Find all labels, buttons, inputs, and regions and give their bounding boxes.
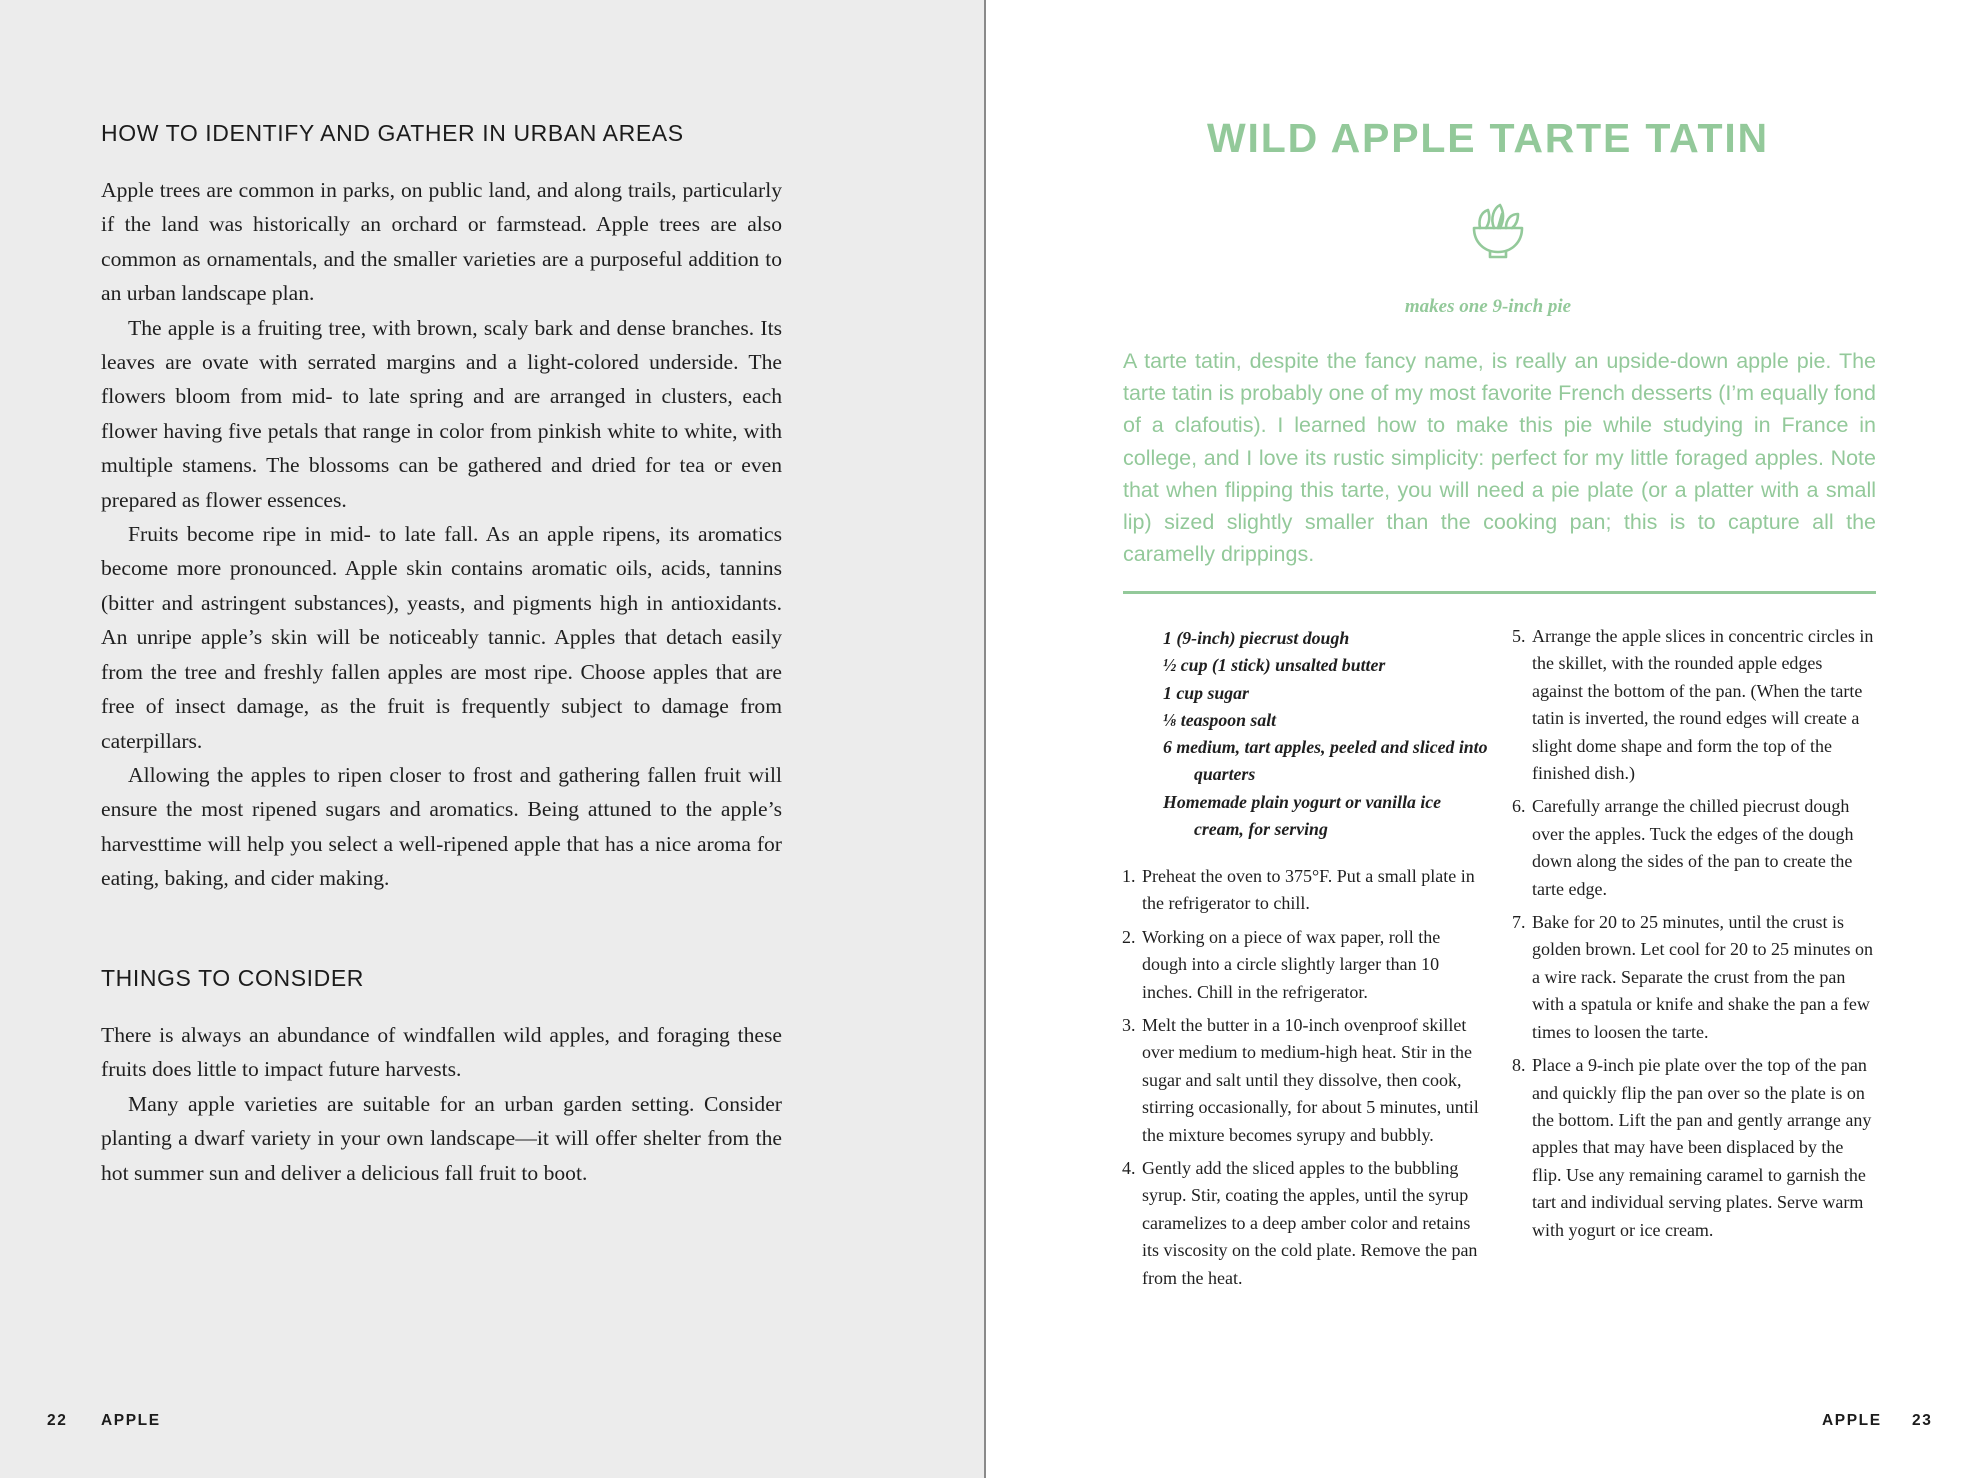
divider-rule [1123, 591, 1876, 594]
recipe-title: WILD APPLE TARTE TATIN [1207, 115, 1769, 161]
paragraph: Allowing the apples to ripen closer to frost and gathering fallen fruit will ensure the most ripened sugars and aromatics. Being attuned to the apple’s harvesttime will help you select a well-ripened apple that has a nice aroma for eating, baking, and cider making. [101, 762, 782, 891]
step-item [1122, 1012, 1484, 1149]
step-number: 2. [1122, 926, 1136, 947]
step-text: Carefully arrange the chilled piecrust dough over the apples. Tuck the edges of the dough down along the sides of the pan to create the tarte edge. [1532, 796, 1854, 899]
steps-column-right [1512, 623, 1876, 1250]
paragraph: There is always an abundance of windfallen wild apples, and foraging these fruits does little to impact future harvests. [101, 1023, 782, 1082]
step-number: 1. [1122, 866, 1136, 886]
step-item [1122, 863, 1484, 918]
step-text: Bake for 20 to 25 minutes, until the crust is golden brown. Let cool for 20 to 25 minutes on a wire rack. Separate the crust from the pan with a spatula or knife and shake the pan a few times to loosen the tarte. [1532, 912, 1873, 1042]
section-heading-consider: THINGS TO CONSIDER [101, 965, 364, 991]
step-number: 4. [1122, 1158, 1136, 1179]
section-heading-identify: HOW TO IDENTIFY AND GATHER IN URBAN AREAS [101, 120, 684, 146]
step-text: Gently add the sliced apples to the bubbling syrup. Stir, coating the apples, until the syrup caramelizes to a deep amber color and retains its viscosity on the cold plate. Remove the pan from the heat. [1142, 1158, 1478, 1288]
page-number-left: 22 [47, 1412, 68, 1429]
running-footer-left: APPLE [101, 1412, 161, 1429]
step-text: Arrange the apple slices in concentric circles in the skillet, with the rounded apple edges against the bottom of the pan. (When the tarte tatin is inverted, the round edges will create a slight dome shape and form the top of the finished dish.) [1532, 626, 1874, 784]
step-text: Place a 9-inch pie plate over the top of the pan and quickly flip the pan over so the plate is on the bottom. Lift the pan and gently arrange any apples that may have been displaced by the flip. Use any remaining caramel to garnish the tart and individual serving plates. Serve warm with yogurt or ice cream. [1532, 1055, 1872, 1240]
page-number-right: 23 [1912, 1412, 1933, 1429]
step-item [1512, 623, 1876, 787]
step-item [1512, 1052, 1876, 1244]
step-number: 5. [1512, 626, 1526, 646]
steps-column-left [1122, 863, 1484, 1298]
step-item [1122, 924, 1484, 1006]
ingredient-item: 1 cup sugar [1163, 682, 1249, 703]
step-text: Melt the butter in a 10-inch ovenproof skillet over medium to medium-high heat. Stir in the sugar and salt until they dissolve, then cook, stirring occasionally, for about 5 minutes, until the mixture becomes syrupy and bubbly. [1142, 1015, 1479, 1145]
step-number: 7. [1512, 912, 1526, 933]
step-item [1512, 909, 1876, 1046]
recipe-yield: makes one 9-inch pie [1404, 296, 1572, 317]
step-text: Preheat the oven to 375°F. Put a small plate in the refrigerator to chill. [1142, 866, 1475, 914]
step-number: 3. [1122, 1015, 1136, 1036]
recipe-intro: A tarte tatin, despite the fancy name, is really an upside-down apple pie. The tarte tatin is probably one of my most favorite French desserts (I’m equally fond of a clafoutis). I learned how to make this pie while studying in France in college, and I love its rustic simplicity: perfect for my little foraged apples. Note that when flipping this tarte, you will need a pie plate (or a platter with a small lip) sized slightly smaller than the cooking pan; this is to capture all the caramelly drippings. [1123, 349, 1876, 567]
section-body-identify [101, 173, 782, 896]
paragraph: Many apple varieties are suitable for an urban garden setting. Consider planting a dwarf variety in your own landscape—it will offer shelter from the hot summer sun and deliver a delicious fall fruit to boot. [101, 1091, 782, 1185]
ingredient-item: ½ cup (1 stick) unsalted butter [1163, 655, 1386, 676]
step-text: Working on a piece of wax paper, roll the dough into a circle slightly larger than 10 inches. Chill in the refrigerator. [1142, 926, 1441, 1002]
paragraph: The apple is a fruiting tree, with brown, scaly bark and dense branches. Its leaves are ovate with serrated margins and a light-colored underside. The flowers bloom from mid- to late spring and are arranged in clusters, each flower having five petals that range in color from pinkish white to white, with multiple stamens. The blossoms can be gathered and dried for tea or even prepared as flower essences. [101, 315, 782, 512]
salad-bowl-icon [1470, 202, 1526, 260]
ingredient-item: Homemade plain yogurt or vanilla ice cream, for serving [1163, 791, 1442, 840]
ingredient-item: ⅛ teaspoon salt [1163, 709, 1277, 730]
step-item [1122, 1155, 1484, 1292]
paragraph: Apple trees are common in parks, on public land, and along trails, particularly if the land was historically an orchard or farmstead. Apple trees are also common as ornamentals, and the smaller varieties are a purposeful addition to an urban landscape plan. [101, 178, 782, 306]
running-footer-right: APPLE [1822, 1412, 1882, 1429]
step-number: 8. [1512, 1055, 1526, 1076]
ingredient-item: 6 medium, tart apples, peeled and sliced into quarters [1163, 737, 1488, 785]
paragraph: Fruits become ripe in mid- to late fall. As an apple ripens, its aromatics become more pronounced. Apple skin contains aromatic oils, acids, tannins (bitter and astringent substances), yeasts, and pigments high in antioxidants. An unripe apple’s skin will be noticeably tannic. Apples that detach easily from the tree and freshly fallen apples are most ripe. Choose apples that are free of insect damage, as the fruit is frequently subject to damage from caterpillars. [101, 522, 782, 753]
step-item [1512, 793, 1876, 903]
ingredient-item: 1 (9-inch) piecrust dough [1163, 628, 1350, 648]
ingredients-list [1163, 625, 1493, 843]
step-number: 6. [1512, 796, 1526, 817]
section-body-consider [101, 1018, 782, 1190]
